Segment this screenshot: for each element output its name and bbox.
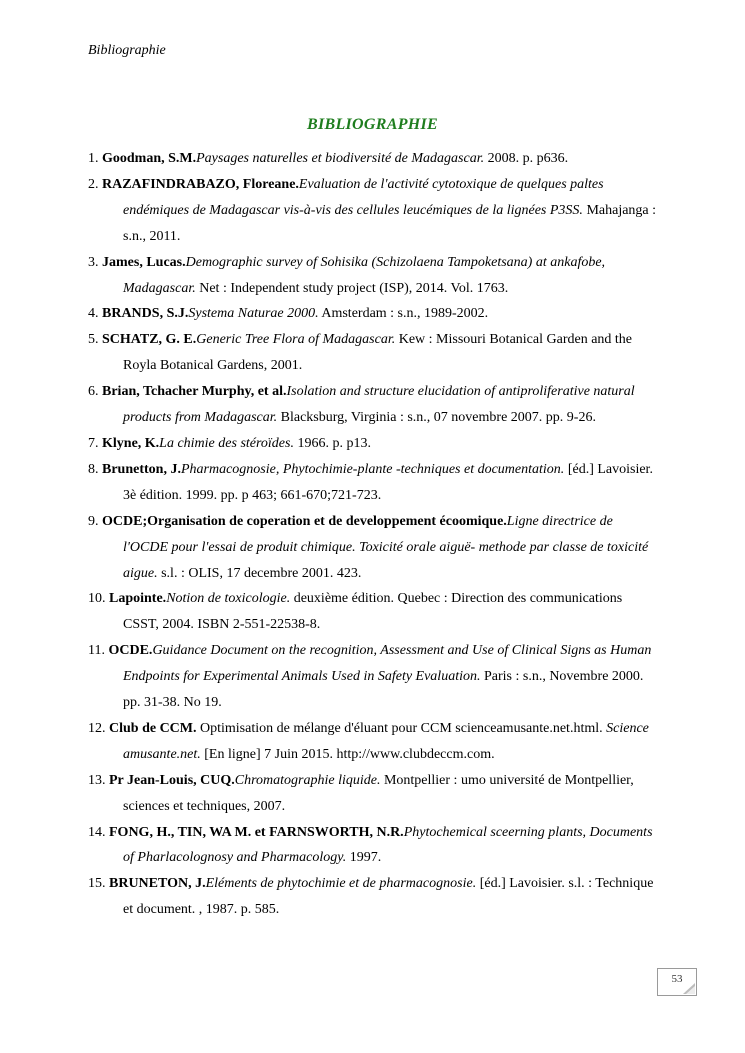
page-title: BIBLIOGRAPHIE	[306, 116, 439, 133]
entry-segment-italic: Eléments de phytochimie et de pharmacognosie.	[205, 876, 477, 892]
entry-segment-bold: Brunetton, J.	[102, 461, 181, 477]
bibliography-entry	[88, 301, 660, 327]
bibliography-entry	[88, 820, 660, 872]
page-corner-fold-icon	[683, 983, 695, 994]
entry-number: 12.	[88, 720, 109, 736]
entry-segment-normal: [éd.] Lavoisier. s.l. : Technique et document. , 1987. p. 585.	[123, 876, 654, 918]
entry-segment-normal: [En ligne] 7 Juin 2015. http://www.clubdeccm.com.	[200, 746, 495, 762]
running-header: Bibliographie	[88, 43, 166, 58]
entry-segment-bold: BRUNETON, J.	[109, 876, 206, 892]
bibliography-entry	[88, 768, 660, 820]
bibliography-entry	[88, 431, 660, 457]
entry-segment-normal: Net : Independent study project (ISP), 2014. Vol. 1763.	[195, 280, 509, 296]
entry-segment-normal: [éd.] Lavoisier. 3è édition. 1999. pp. p 463; 661-670;721-723.	[123, 461, 653, 503]
bibliography-entry	[88, 509, 660, 587]
entry-segment-bold: James, Lucas.	[102, 254, 186, 270]
entry-segment-bold: OCDE;Organisation de coperation et de developpement écoomique.	[102, 513, 507, 529]
bibliography-list	[88, 146, 660, 923]
entry-segment-normal: Montpellier : umo université de Montpellier, sciences et techniques, 2007.	[123, 772, 634, 814]
entry-segment-italic: Chromatographie liquide.	[234, 772, 381, 788]
entry-number: 11.	[88, 643, 109, 659]
bibliography-entry	[88, 327, 660, 379]
entry-segment-bold: Goodman, S.M.	[102, 151, 197, 166]
page-number-box	[657, 968, 697, 996]
entry-segment-normal: s.l. : OLIS, 17 decembre 2001. 423.	[157, 565, 362, 581]
entry-segment-normal: 2008. p. p636.	[484, 151, 569, 166]
entry-number: 1.	[88, 151, 102, 166]
entry-segment-bold: FONG, H., TIN, WA M. et FARNSWORTH, N.R.	[109, 824, 404, 840]
entry-segment-bold: Club de CCM.	[109, 720, 197, 736]
entry-number: 6.	[88, 384, 102, 400]
entry-segment-normal: 1997.	[346, 850, 382, 866]
entry-number: 7.	[88, 435, 102, 451]
entry-segment-italic: Ligne directrice de l'OCDE pour l'essai de produit chimique. Toxicité orale aiguë- methode par classe de toxicité aigue.	[123, 513, 649, 581]
bibliography-entry	[88, 379, 660, 431]
entry-number: 15.	[88, 876, 109, 892]
bibliography-entry	[88, 146, 660, 172]
bibliography-entry	[88, 716, 660, 768]
entry-segment-italic: La chimie des stéroïdes.	[159, 435, 294, 451]
entry-segment-bold: Brian, Tchacher Murphy, et al.	[102, 384, 287, 400]
entry-segment-bold: SCHATZ, G. E.	[102, 332, 197, 348]
entry-segment-normal: Amsterdam : s.n., 1989-2002.	[318, 306, 489, 322]
bibliography-entry	[88, 638, 660, 716]
entry-number: 10.	[88, 591, 109, 607]
entry-number: 9.	[88, 513, 102, 529]
entry-segment-italic: Pharmacognosie, Phytochimie-plante -techniques et documentation.	[180, 461, 565, 477]
bibliography-entry	[88, 172, 660, 250]
entry-segment-normal: Blacksburg, Virginia : s.n., 07 novembre 2007. pp. 9-26.	[277, 410, 596, 426]
entry-segment-italic: Guidance Document on the recognition, Assessment and Use of Clinical Signs as Human Endpoints for Experimental Animals Used in Safety Evaluation.	[123, 643, 652, 685]
bibliography-entry	[88, 457, 660, 509]
entry-segment-normal: Mahajanga : s.n., 2011.	[123, 202, 657, 244]
entry-segment-bold: OCDE.	[108, 643, 153, 659]
entry-segment-italic: Notion de toxicologie.	[166, 591, 291, 607]
entry-segment-italic: Demographic survey of Sohisika (Schizolaena Tampoketsana) at ankafobe, Madagascar.	[123, 254, 606, 296]
entry-segment-normal: Optimisation de mélange d'éluant pour CCM scienceamusante.net.html.	[196, 720, 607, 736]
bibliography-entry	[88, 586, 660, 638]
entry-number: 14.	[88, 824, 109, 840]
page-number: 53	[671, 973, 683, 985]
entry-segment-bold: RAZAFINDRABAZO, Floreane.	[102, 176, 299, 192]
entry-segment-italic: Phytochemical sceerning plants, Documents of Pharlacolognosy and Pharmacology.	[123, 824, 653, 866]
entry-number: 2.	[88, 176, 102, 192]
entry-segment-italic: Evaluation de l'activité cytotoxique de quelques paltes endémiques de Madagascar vis-à-vis des cellules leucémiques de la lignées P3SS.	[123, 176, 604, 218]
entry-segment-normal: Kew : Missouri Botanical Garden and the Royla Botanical Gardens, 2001.	[123, 332, 633, 374]
entry-number: 4.	[88, 306, 102, 322]
entry-segment-bold: Lapointe.	[109, 591, 167, 607]
entry-segment-normal: 1966. p. p13.	[293, 435, 371, 451]
entry-segment-bold: Pr Jean-Louis, CUQ.	[109, 772, 235, 788]
entry-segment-italic: Systema Naturae 2000.	[188, 306, 319, 322]
entry-segment-italic: Isolation and structure elucidation of antiproliferative natural products from Madagascar.	[123, 384, 635, 426]
entry-number: 8.	[88, 461, 102, 477]
entry-segment-italic: Science amusante.net.	[123, 720, 649, 762]
bibliography-entry	[88, 871, 660, 923]
entry-segment-normal: Paris : s.n., Novembre 2000. pp. 31-38. No 19.	[123, 669, 644, 711]
entry-segment-bold: Klyne, K.	[102, 435, 160, 451]
entry-segment-italic: Generic Tree Flora of Madagascar.	[196, 332, 396, 348]
entry-segment-bold: BRANDS, S.J.	[102, 306, 189, 322]
bibliography-entry	[88, 250, 660, 302]
entry-number: 5.	[88, 332, 102, 348]
entry-number: 3.	[88, 254, 102, 270]
entry-number: 13.	[88, 772, 109, 788]
entry-segment-italic: Paysages naturelles et biodiversité de Madagascar.	[196, 151, 485, 166]
entry-segment-normal: deuxième édition. Quebec : Direction des communications CSST, 2004. ISBN 2-551-22538-8.	[123, 591, 623, 633]
